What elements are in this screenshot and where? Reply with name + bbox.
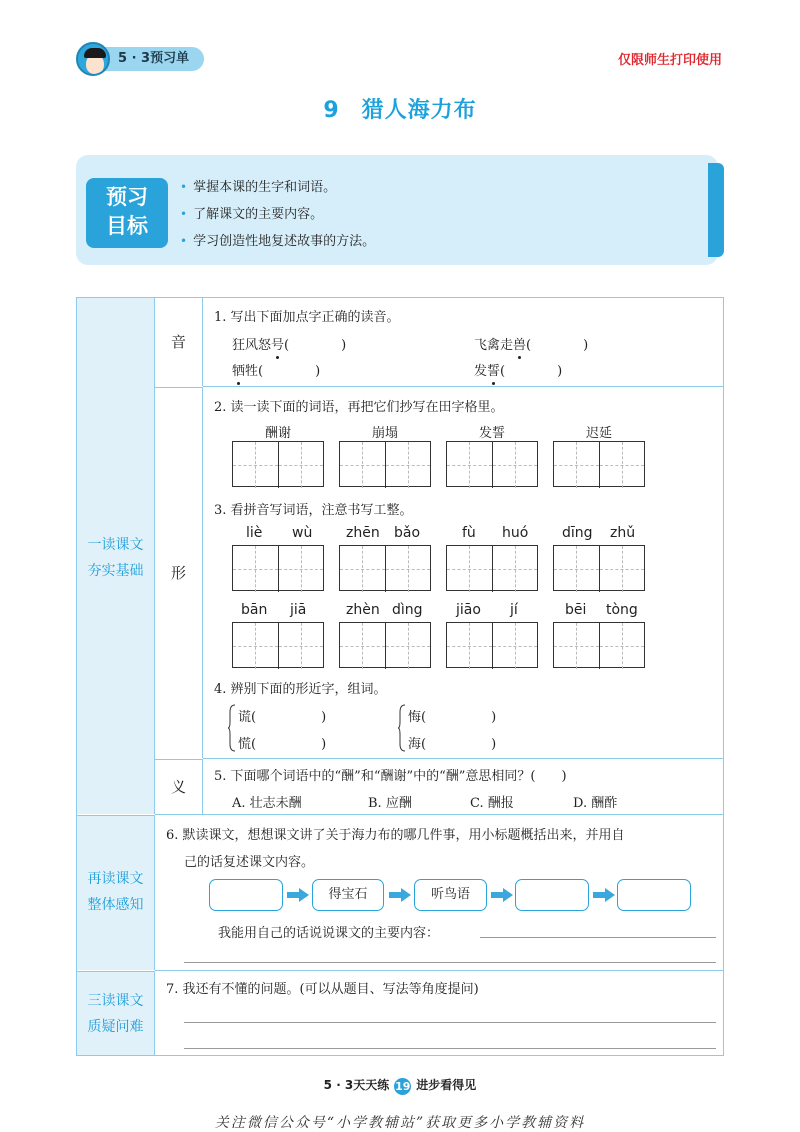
flow-box[interactable]: 听鸟语 xyxy=(414,879,487,911)
pinyin: zhǔ xyxy=(610,525,636,541)
subsection-shape: 形 xyxy=(155,387,203,758)
footer-right: 进步看得见 xyxy=(416,1078,477,1092)
pinyin: dīng xyxy=(562,525,593,541)
q1-prompt: 1. 写出下面加点字正确的读音。 xyxy=(214,310,400,325)
tianzige-grid[interactable] xyxy=(339,441,431,487)
pinyin: bǎo xyxy=(394,525,421,541)
lesson-number: 9 xyxy=(323,98,340,123)
goals-badge-line1: 预习 xyxy=(106,185,148,209)
print-note: 仅限师生打印使用 xyxy=(617,53,722,68)
goals-list xyxy=(180,174,375,255)
pinyin: bān xyxy=(241,602,268,618)
tianzige-grid[interactable] xyxy=(232,441,324,487)
q1-dotted-char: 牺 xyxy=(232,364,246,379)
pinyin: fù xyxy=(462,525,476,541)
q2-word: 崩塌 xyxy=(371,426,398,441)
goal-item: • 了解课文的主要内容。 xyxy=(180,201,375,228)
q1-text: 狂风怒 xyxy=(232,338,272,353)
q7-prompt: 7. 我还有不懂的问题。(可以从题目、写法等角度提问) xyxy=(166,982,479,997)
q1-dotted-char: 誓 xyxy=(487,364,501,379)
flow-box[interactable] xyxy=(617,879,691,911)
section-label: 整体感知 xyxy=(87,897,144,913)
q1-item[interactable] xyxy=(474,360,562,379)
row-divider xyxy=(203,758,723,759)
subsection-sound: 音 xyxy=(155,298,203,386)
q5-option[interactable]: D. 酬酢 xyxy=(573,796,618,811)
pinyin: zhēn xyxy=(346,525,380,541)
pinyin: bēi xyxy=(565,602,587,618)
tianzige-grid[interactable] xyxy=(553,622,645,668)
subsection-meaning: 义 xyxy=(155,759,203,814)
q1-blank: 牲( ) xyxy=(245,364,321,379)
q1-dotted-char: 号 xyxy=(271,338,285,353)
pinyin: liè xyxy=(246,525,263,541)
brace-icon xyxy=(228,704,236,752)
page-number: 19 xyxy=(395,1080,411,1093)
q1-blank: ( ) xyxy=(526,338,589,353)
tianzige-grid[interactable] xyxy=(446,622,538,668)
tianzige-grid[interactable] xyxy=(339,622,431,668)
q4-item[interactable]: 慌( ) xyxy=(238,737,327,752)
q3-prompt: 3. 看拼音写词语，注意书写工整。 xyxy=(214,503,413,518)
pinyin: jiā xyxy=(290,602,307,618)
flow-box[interactable]: 得宝石 xyxy=(312,879,384,911)
tianzige-grid[interactable] xyxy=(446,441,538,487)
footer-left: 5 · 3天天练 xyxy=(323,1078,390,1092)
lesson-title xyxy=(0,93,800,124)
pinyin: tòng xyxy=(606,602,638,618)
series-badge: 5 · 3预习单 xyxy=(100,47,204,71)
goals-badge-line2: 目标 xyxy=(106,214,148,238)
pinyin: huó xyxy=(502,525,529,541)
mascot-avatar-icon xyxy=(76,42,110,76)
answer-line[interactable] xyxy=(184,1048,716,1049)
flow-box[interactable] xyxy=(515,879,589,911)
arrow-right-icon xyxy=(593,888,615,902)
watermark-text: 关注微信公众号“小学教辅站”获取更多小学教辅资料 xyxy=(214,1115,586,1131)
q5-prompt: 5. 下面哪个词语中的“酬”和“酬谢”中的“酬”意思相同？( ) xyxy=(214,769,567,784)
q2-prompt: 2. 读一读下面的词语，再把它们抄写在田字格里。 xyxy=(214,400,504,415)
lesson-title-text: 猎人海力布 xyxy=(361,98,477,123)
answer-line[interactable] xyxy=(184,962,716,963)
q4-prompt: 4. 辨别下面的形近字，组词。 xyxy=(214,682,387,697)
flow-box[interactable] xyxy=(209,879,283,911)
q1-text: 发 xyxy=(474,364,488,379)
pinyin: jiāo xyxy=(456,602,481,618)
brace-icon xyxy=(398,704,406,752)
tianzige-grid[interactable] xyxy=(232,622,324,668)
arrow-right-icon xyxy=(287,888,309,902)
arrow-right-icon xyxy=(389,888,411,902)
pinyin: wù xyxy=(292,525,313,541)
section-label: 一读课文 xyxy=(87,537,144,553)
section-label: 质疑问难 xyxy=(87,1019,144,1035)
q1-item[interactable] xyxy=(474,334,588,353)
q6-prompt-line1: 6. 默读课文，想想课文讲了关于海力布的哪几件事，用小标题概括出来，并用自 xyxy=(166,828,625,843)
q5-option[interactable]: B. 应酬 xyxy=(368,796,412,811)
pinyin: zhèn xyxy=(346,602,380,618)
q4-item[interactable]: 海( ) xyxy=(408,737,497,752)
goal-item: • 掌握本课的生字和词语。 xyxy=(180,174,375,201)
row-divider xyxy=(155,814,723,815)
q4-item[interactable]: 谎( ) xyxy=(238,710,327,725)
tianzige-grid[interactable] xyxy=(232,545,324,591)
tianzige-grid[interactable] xyxy=(339,545,431,591)
q1-blank: ( ) xyxy=(284,338,347,353)
q1-dotted-char: 兽 xyxy=(513,338,527,353)
q1-text: 飞禽走 xyxy=(474,338,514,353)
preview-goals-panel xyxy=(76,155,718,265)
q6-summary-label: 我能用自己的话说说课文的主要内容： xyxy=(218,926,440,941)
section-second-reading xyxy=(77,815,155,970)
tianzige-grid[interactable] xyxy=(553,441,645,487)
q2-word: 迟延 xyxy=(585,426,612,441)
tianzige-grid[interactable] xyxy=(553,545,645,591)
answer-line[interactable] xyxy=(184,1022,716,1023)
section-label: 三读课文 xyxy=(87,993,144,1009)
pinyin: jí xyxy=(510,602,518,618)
section-first-reading xyxy=(77,298,155,814)
arrow-right-icon xyxy=(491,888,513,902)
section-label: 夯实基础 xyxy=(87,563,144,579)
q5-option[interactable]: A. 壮志未酬 xyxy=(232,796,302,811)
q2-word: 酬谢 xyxy=(264,426,291,441)
goals-panel-edge xyxy=(708,163,724,257)
section-label: 再读课文 xyxy=(87,871,144,887)
goal-item: • 学习创造性地复述故事的方法。 xyxy=(180,228,375,255)
q5-option[interactable]: C. 酬报 xyxy=(470,796,514,811)
q1-item[interactable] xyxy=(232,360,320,379)
section-third-reading xyxy=(77,971,155,1055)
q1-blank: ( ) xyxy=(500,364,563,379)
q2-word: 发誓 xyxy=(478,426,505,441)
pinyin: dìng xyxy=(392,602,423,618)
answer-line[interactable] xyxy=(480,937,716,938)
q6-prompt-line2: 己的话复述课文内容。 xyxy=(184,855,315,870)
q4-item[interactable]: 悔( ) xyxy=(408,710,497,725)
tianzige-grid[interactable] xyxy=(446,545,538,591)
page-footer xyxy=(0,1076,800,1095)
row-divider xyxy=(203,386,723,387)
q1-item[interactable] xyxy=(232,334,346,353)
goals-badge xyxy=(86,178,168,248)
row-divider xyxy=(155,970,723,971)
